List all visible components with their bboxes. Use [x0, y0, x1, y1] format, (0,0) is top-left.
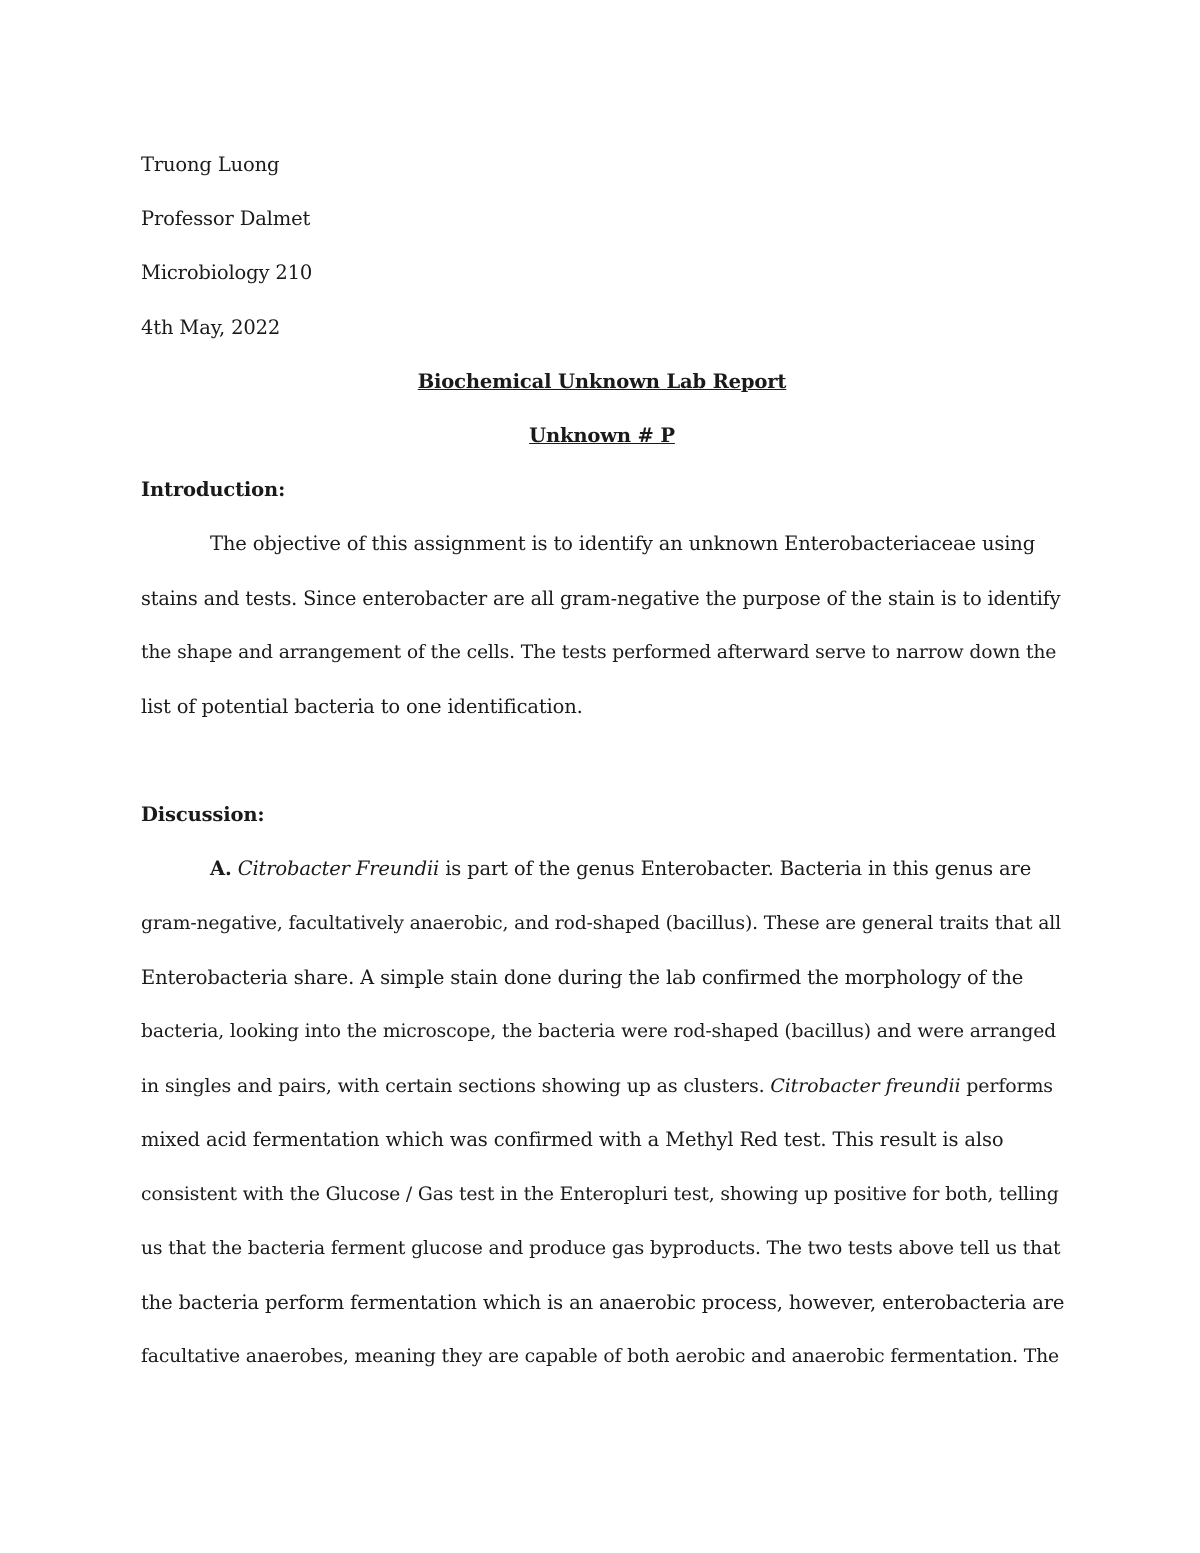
author-name: Truong Luong [141, 153, 280, 176]
discussion-line: mixed acid fermentation which was confirmed with a Methyl Red test. This result is also [141, 1128, 1004, 1152]
discussion-line: bacteria, looking into the microscope, the bacteria were rod-shaped (bacillus) and were arranged [141, 1021, 1056, 1042]
professor-name: Professor Dalmet [141, 207, 311, 231]
introduction-line: The objective of this assignment is to identify an unknown Enterobacteriaceae using [210, 532, 1036, 556]
report-date: 4th May, 2022 [141, 315, 281, 339]
discussion-line: consistent with the Glucose / Gas test in the Enteropluri test, showing up positive for both, telling [141, 1183, 1059, 1205]
discussion-line: facultative anaerobes, meaning they are capable of both aerobic and anaerobic fermentation. The [141, 1346, 1059, 1368]
species-name: Citrobacter freundii [770, 1075, 961, 1098]
document-page [141, 138, 1063, 1384]
report-title: Biochemical Unknown Lab Report [417, 369, 787, 393]
discussion-line [141, 1059, 1063, 1113]
introduction-line: list of potential bacteria to one identification. [141, 694, 583, 718]
introduction-heading: Introduction: [141, 478, 286, 502]
discussion-text: performs [960, 1075, 1053, 1098]
discussion-line: us that the bacteria ferment glucose and produce gas byproducts. The two tests above tell us that [141, 1237, 1061, 1259]
report-subtitle: Unknown # P [529, 423, 675, 447]
introduction-line: the shape and arrangement of the cells. The tests performed afterward serve to narrow down the [141, 641, 1057, 663]
course-name: Microbiology 210 [141, 261, 313, 285]
discussion-line [141, 842, 1063, 896]
section-label: A. [210, 857, 232, 881]
discussion-heading: Discussion: [141, 803, 265, 827]
discussion-line: the bacteria perform fermentation which is an anaerobic process, however, enterobacteria are [141, 1290, 1065, 1314]
discussion-text: in singles and pairs, with certain sections showing up as clusters. [141, 1075, 771, 1098]
species-name: Citrobacter Freundii [237, 857, 440, 881]
discussion-text: is part of the genus Enterobacter. Bacteria in this genus are [439, 857, 1032, 881]
introduction-line: stains and tests. Since enterobacter are all gram-negative the purpose of the stain is to identify [141, 586, 1061, 610]
discussion-line: Enterobacteria share. A simple stain done during the lab confirmed the morphology of the [141, 965, 1024, 989]
blank-line [141, 734, 1063, 788]
discussion-line: gram-negative, facultatively anaerobic, and rod-shaped (bacillus). These are general traits that all [141, 912, 1061, 934]
